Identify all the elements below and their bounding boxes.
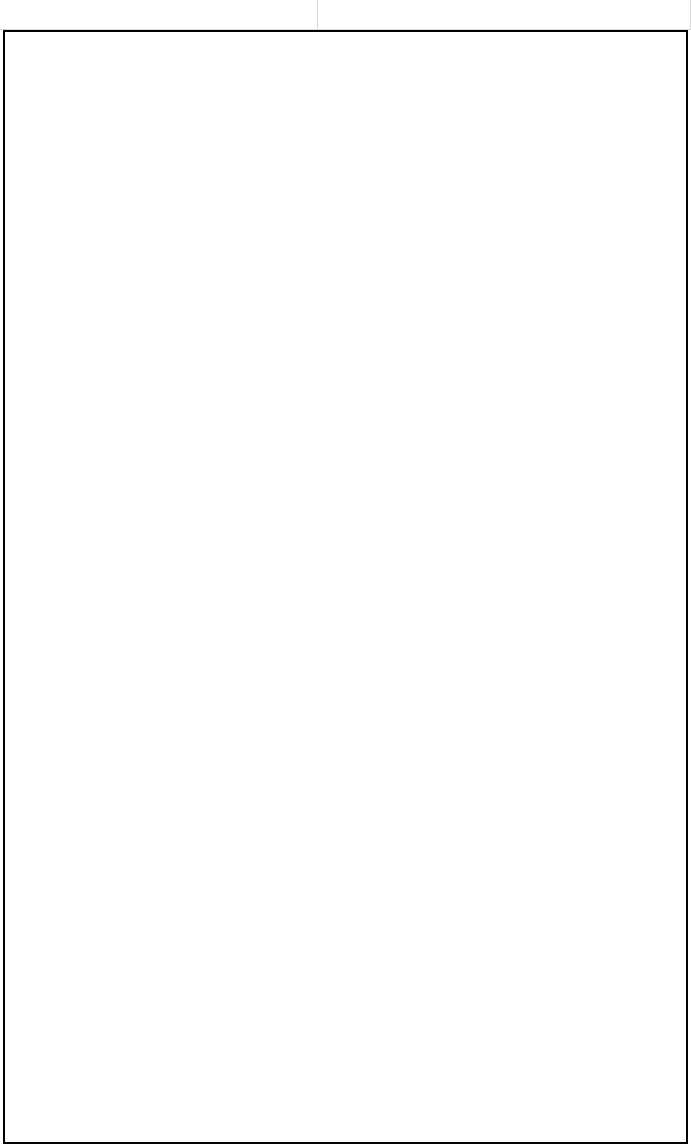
header-cell bbox=[0, 0, 318, 30]
sheet-header-row bbox=[0, 0, 691, 30]
standings-table bbox=[3, 30, 688, 1144]
header-cell-empty bbox=[317, 0, 691, 30]
